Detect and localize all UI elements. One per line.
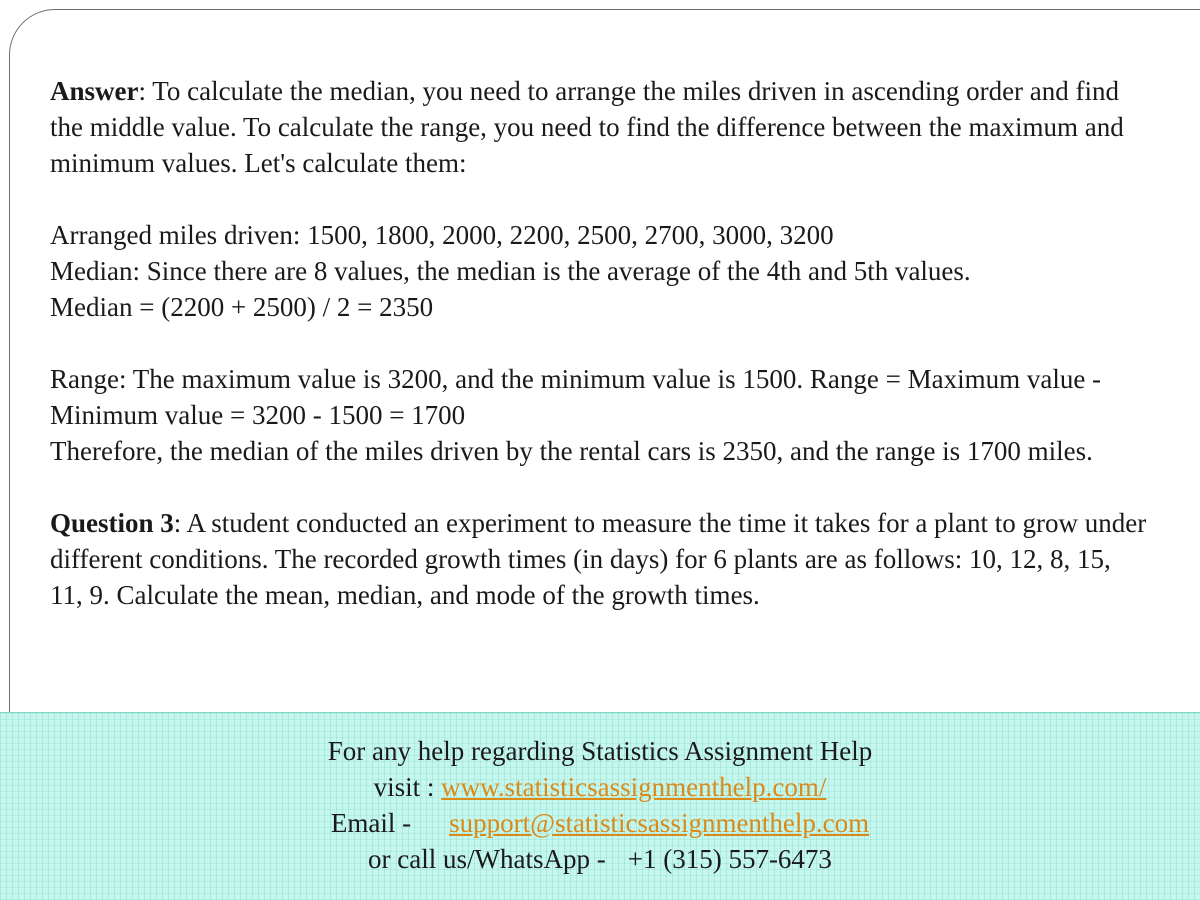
- arranged-miles-line: Arranged miles driven: 1500, 1800, 2000, 2200, 2500, 2700, 3000, 3200: [50, 220, 834, 250]
- visit-line: [0, 769, 1200, 805]
- call-line: [0, 841, 1200, 877]
- email-line: [0, 805, 1200, 841]
- range-explanation-paragraph: Range: The maximum value is 3200, and the minimum value is 1500. Range = Maximum value - Minimum value = 3200 - 1500 = 1700: [50, 364, 1102, 430]
- question-paragraph: [50, 505, 1150, 613]
- paragraph-gap: [50, 325, 1150, 361]
- website-link[interactable]: www.statisticsassignmenthelp.com/: [441, 772, 827, 802]
- answer-label: Answer: [50, 76, 139, 106]
- answer-intro-paragraph: [50, 73, 1150, 181]
- phone-number: +1 (315) 557-6473: [627, 844, 832, 874]
- call-label: or call us/WhatsApp -: [368, 844, 606, 874]
- visit-label: visit :: [373, 772, 442, 802]
- email-label: Email -: [330, 808, 412, 838]
- median-explanation-line: Median: Since there are 8 values, the median is the average of the 4th and 5th values.: [50, 256, 971, 286]
- email-link[interactable]: support@statisticsassignmenthelp.com: [449, 808, 870, 838]
- answer-intro-text: : To calculate the median, you need to arrange the miles driven in ascending order and find the middle value. To calculate the range, you need to find the difference between the maximum and minimum values. Let's calculate them:: [50, 76, 1124, 178]
- paragraph-gap: [50, 181, 1150, 217]
- slide-content: [50, 73, 1150, 613]
- median-calculation-line: Median = (2200 + 2500) / 2 = 2350: [50, 292, 434, 322]
- question-text: : A student conducted an experiment to measure the time it takes for a plant to grow under different conditions. The recorded growth times (in days) for 6 plants are as follows: 10, 12, 8, 15, 11, 9. Calculate the mean, median, and mode of the growth times.: [50, 508, 1147, 610]
- conclusion-paragraph: Therefore, the median of the miles driven by the rental cars is 2350, and the range is 1700 miles.: [50, 436, 1093, 466]
- paragraph-gap: [50, 469, 1150, 505]
- question-label: Question 3: [50, 508, 174, 538]
- help-line: For any help regarding Statistics Assignment Help: [327, 736, 873, 766]
- contact-footer-banner: [0, 712, 1200, 900]
